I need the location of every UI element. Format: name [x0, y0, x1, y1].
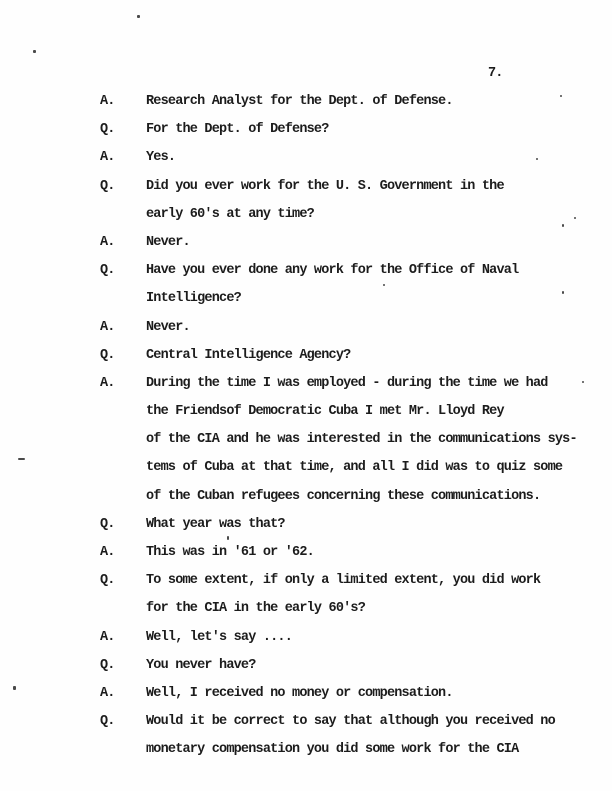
transcript-line — [100, 736, 600, 764]
transcript-line — [100, 285, 600, 313]
line-text: Yes. — [146, 150, 176, 166]
transcript-body — [100, 88, 600, 765]
transcript-line — [100, 624, 600, 652]
transcript-line — [100, 370, 600, 398]
line-text: Intelligence? — [146, 291, 241, 307]
speaker-label: A. — [100, 545, 115, 560]
transcript-line — [100, 511, 600, 539]
speaker-label: Q. — [100, 573, 115, 589]
scan-speck — [574, 217, 576, 219]
transcript-line — [100, 708, 600, 736]
line-text: To some extent, if only a limited extent, you did work — [146, 573, 541, 589]
speaker-label: A. — [100, 629, 115, 645]
page-number: 7. — [488, 66, 503, 81]
transcript-line — [100, 173, 600, 201]
scan-speck — [582, 381, 584, 383]
scan-speck — [562, 224, 564, 227]
scan-speck — [562, 291, 564, 294]
line-text: This was in '61 or '62. — [146, 545, 314, 560]
transcript-line — [100, 144, 600, 172]
speaker-label: Q. — [100, 178, 115, 194]
transcript-line — [100, 539, 600, 567]
line-text: Research Analyst for the Dept. of Defense. — [146, 94, 453, 109]
scan-speck — [33, 50, 36, 53]
speaker-label: A. — [100, 94, 115, 109]
speaker-label — [100, 285, 146, 313]
line-text: During the time I was employed - during the time we had — [146, 375, 548, 391]
line-text: Never. — [146, 319, 190, 335]
speaker-label: A. — [100, 319, 115, 335]
line-text: Would it be correct to say that although you received no — [146, 714, 555, 730]
transcript-line — [100, 680, 600, 708]
transcript-line — [100, 567, 600, 595]
line-text: What year was that? — [146, 516, 285, 532]
transcript-line — [100, 483, 600, 511]
line-text: Never. — [146, 234, 190, 250]
speaker-label: Q. — [100, 516, 115, 532]
speaker-label: A. — [100, 375, 115, 391]
speaker-label: Q. — [100, 347, 115, 363]
speaker-label: A. — [100, 150, 115, 166]
scan-speck — [137, 15, 140, 18]
transcript-line — [100, 201, 600, 229]
line-text: Well, I received no money or compensation. — [146, 685, 453, 701]
line-text: monetary compensation you did some work for the CIA — [146, 742, 519, 758]
speaker-label — [100, 398, 146, 426]
speaker-label — [100, 454, 146, 482]
scan-speck — [227, 536, 229, 540]
transcript-line — [100, 229, 600, 257]
speaker-label: Q. — [100, 263, 115, 279]
speaker-label: Q. — [100, 714, 115, 730]
transcript-line — [100, 398, 600, 426]
speaker-label: A. — [100, 685, 115, 701]
transcript-line — [100, 454, 600, 482]
line-text: Did you ever work for the U. S. Government in the — [146, 178, 504, 194]
scan-speck — [383, 284, 385, 286]
transcript-line — [100, 426, 600, 454]
transcript-line — [100, 342, 600, 370]
transcript-line — [100, 314, 600, 342]
speaker-label: Q. — [100, 657, 115, 673]
scan-speck — [13, 686, 16, 690]
scan-speck — [18, 458, 25, 460]
transcript-line — [100, 116, 600, 144]
line-text: Well, let's say .... — [146, 629, 293, 645]
line-text: For the Dept. of Defense? — [146, 122, 329, 138]
transcript-line — [100, 88, 600, 116]
speaker-label — [100, 426, 146, 454]
line-text: early 60's at any time? — [146, 206, 314, 222]
line-text: Have you ever done any work for the Office of Naval — [146, 263, 519, 279]
scan-speck — [560, 95, 562, 97]
line-text: for the CIA in the early 60's? — [146, 601, 366, 617]
speaker-label — [100, 201, 146, 229]
line-text: tems of Cuba at that time, and all I did was to quiz some — [146, 460, 563, 476]
speaker-label: Q. — [100, 122, 115, 138]
transcript-line — [100, 652, 600, 680]
line-text: of the Cuban refugees concerning these communications. — [146, 488, 541, 504]
line-text: the Friendsof Democratic Cuba I met Mr. Lloyd Rey — [146, 404, 504, 420]
line-text: of the CIA and he was interested in the communications sys- — [146, 432, 577, 448]
speaker-label — [100, 483, 146, 511]
speaker-label — [100, 736, 146, 764]
scan-speck — [536, 158, 538, 160]
speaker-label — [100, 595, 146, 623]
transcript-line — [100, 595, 600, 623]
line-text: Central Intelligence Agency? — [146, 347, 351, 363]
transcript-line — [100, 257, 600, 285]
line-text: You never have? — [146, 657, 256, 673]
speaker-label: A. — [100, 234, 115, 250]
